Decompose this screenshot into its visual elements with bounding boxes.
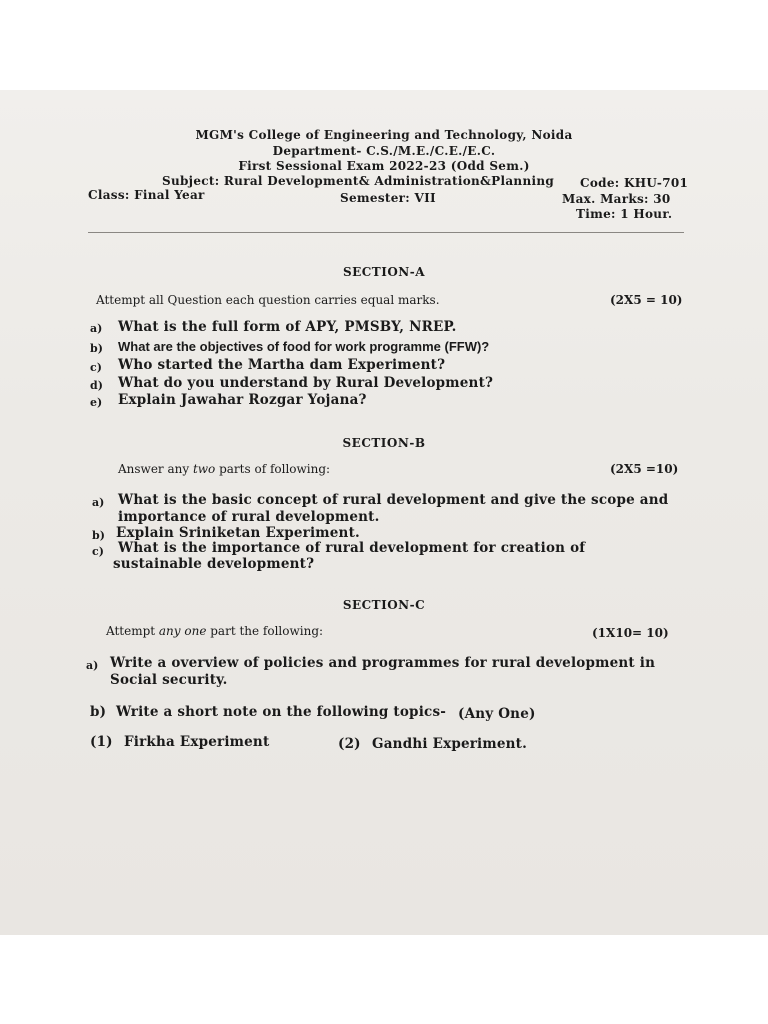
topic-item: Firkha Experiment [124, 734, 270, 750]
exam-title: First Sessional Exam 2022-23 (Odd Sem.) [238, 159, 530, 173]
section-a-marks: (2X5 = 10) [610, 293, 683, 307]
question-label: e) [90, 396, 103, 409]
section-c-marks: (1X10= 10) [592, 626, 669, 640]
section-b-marks: (2X5 =10) [610, 462, 679, 476]
question-text: Explain Jawahar Rozgar Yojana? [118, 392, 367, 408]
question-label: a) [90, 322, 103, 335]
header-divider [88, 232, 684, 233]
question-text: Write a overview of policies and programmes for rural development in [110, 655, 656, 671]
topic-item: Gandhi Experiment. [372, 736, 528, 752]
question-text: What is the basic concept of rural development and give the scope and [118, 492, 669, 508]
course-code: Code: KHU-701 [580, 176, 689, 190]
question-label: a) [86, 659, 99, 672]
question-text: What do you understand by Rural Development? [118, 375, 494, 391]
max-marks: Max. Marks: 30 [562, 192, 671, 206]
section-c-title: SECTION-C [342, 598, 426, 612]
question-label: b) [92, 529, 105, 542]
question-text-continued: sustainable development? [113, 556, 315, 572]
subject-line: Subject: Rural Development& Administration&Planning [162, 174, 555, 188]
question-label: b) [90, 342, 103, 355]
section-b-instruction: Answer any two parts of following: [118, 462, 331, 476]
question-label: c) [90, 361, 102, 374]
question-text: What are the objectives of food for work programme (FFW)? [118, 339, 490, 354]
class-line: Class: Final Year [88, 188, 205, 202]
question-text: Who started the Martha dam Experiment? [118, 357, 446, 373]
question-label: c) [92, 545, 104, 558]
topic-number: (2) [338, 736, 361, 752]
exam-time: Time: 1 Hour. [576, 207, 673, 221]
question-label: d) [90, 379, 103, 392]
any-one-note: (Any One) [458, 706, 536, 722]
department-line: Department- C.S./M.E./C.E./E.C. [272, 144, 496, 158]
topic-number: (1) [90, 734, 113, 750]
question-label: b) [90, 704, 107, 720]
question-text: Explain Sriniketan Experiment. [116, 525, 360, 541]
semester-line: Semester: VII [340, 191, 436, 205]
question-text: Write a short note on the following topics- [116, 704, 447, 720]
question-text-continued: Social security. [110, 672, 228, 688]
section-b-title: SECTION-B [342, 436, 426, 450]
question-text: What is the full form of APY, PMSBY, NREP. [118, 319, 457, 335]
section-a-title: SECTION-A [342, 265, 426, 279]
section-a-instruction: Attempt all Question each question carries equal marks. [96, 293, 440, 307]
college-name: MGM's College of Engineering and Technology, Noida [195, 128, 573, 142]
question-text: What is the importance of rural development for creation of [118, 540, 586, 556]
question-text-continued: importance of rural development. [118, 509, 380, 525]
question-label: a) [92, 496, 105, 509]
section-c-instruction: Attempt any one part the following: [106, 624, 324, 638]
